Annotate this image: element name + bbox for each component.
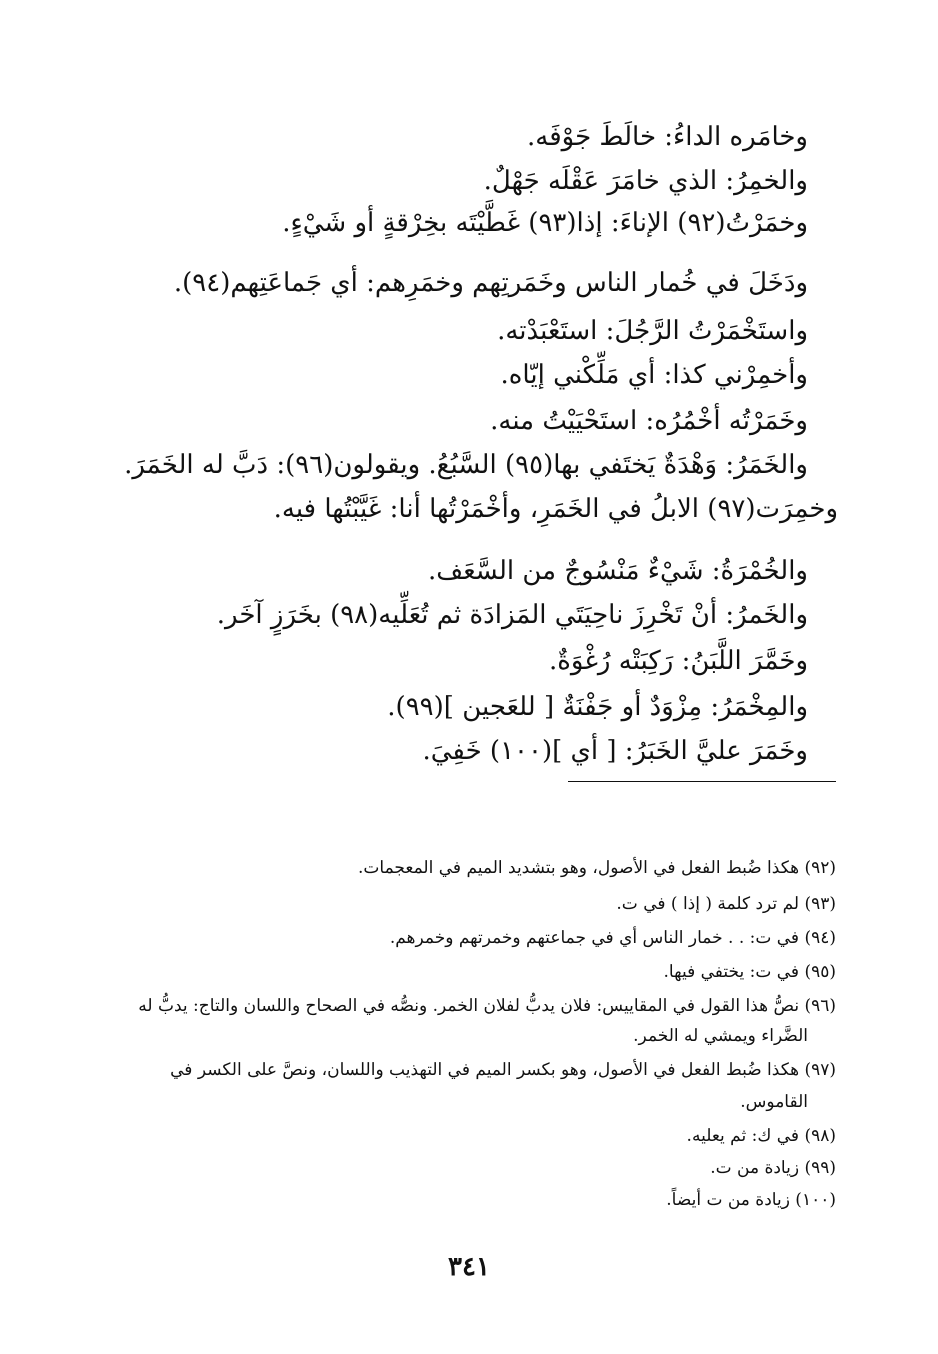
footnote: (٩٧) هكذا ضُبط الفعل في الأصول، وهو بكسر الميم في التهذيب واللسان، ونصَّ على الكسر في: [170, 1060, 836, 1080]
footnote: (١٠٠) زيادة من ت أيضاً.: [666, 1190, 836, 1210]
entry-line: وخَمَرَ عليَّ الخَبَرُ: [ أي ](١٠٠) خَفِيَ.: [422, 736, 808, 766]
entry-line: وخَمَرْتُه أخْمُرُه: استَحْيَيْتُ منه.: [490, 406, 808, 436]
entry-line: واستَخْمَرْتُ الرَّجُلَ: استَعْبَدْته.: [497, 316, 808, 346]
footnote: (٩٢) هكذا ضُبط الفعل في الأصول، وهو بتشديد الميم في المعجمات.: [358, 858, 836, 878]
entry-line: وخَمَّرَ اللَّبَنُ: رَكِبَتْه رُغْوَةٌ.: [549, 646, 808, 676]
entry-line: وخامَره الداءُ: خالَطَ جَوْفَه.: [527, 122, 808, 152]
entry-line: وخمِرَت(٩٧) الابلُ في الخَمَرِ، وأخْمَرْتُها أنا: غَيَّبْتُها فيه.: [273, 494, 838, 524]
footnote: (٩٩) زيادة من ت.: [710, 1158, 836, 1178]
footnote: (٩٣) لم ترد كلمة ( إذا ) في ت.: [616, 894, 836, 914]
footnote-separator: [568, 781, 836, 782]
entry-line: ودَخَلَ في خُمار الناس وخَمَرتِهم وخمَرِهم: أي جَماعَتِهم(٩٤).: [173, 268, 808, 298]
footnote: (٩٦) نصُّ هذا القول في المقاييس: فلان يدبُّ لفلان الخمر. ونصُّه في الصحاح واللسان والتاج: يدبُّ له: [138, 996, 836, 1016]
entry-line: وأخمِرْني كذا: أي مَلِّكْني إيّاه.: [500, 360, 808, 390]
entry-line: وخمَرْتُ(٩٢) الإناءَ: إذا(٩٣) غَطَّيْتَه بخِرْقةٍ أو شَيْءٍ.: [282, 208, 808, 238]
entry-line: والمِخْمَرُ: مِزْوَدٌ أو جَفْنَةٌ [ للعَجين ](٩٩).: [387, 692, 808, 722]
footnote-continuation: القاموس.: [740, 1092, 808, 1112]
page-number: ٣٤١: [448, 1252, 490, 1282]
entry-line: والخَمَرُ: وَهْدَةٌ يَختَفي بها(٩٥) السَّبُعُ. ويقولون(٩٦): دَبَّ له الخَمَرَ.: [124, 450, 808, 480]
footnote-continuation: الضَّراء ويمشي له الخمر.: [633, 1026, 808, 1046]
entry-line: والخَمرُ: أنْ تَخْرِزَ ناحِيَتَي المَزادَة ثم تُعَلِّيه(٩٨) بخَرَزٍ آخَر.: [216, 600, 808, 630]
entry-line: والخُمْرَةُ: شَيْءٌ مَنْسُوجٌ من السَّعَف.: [428, 556, 808, 586]
footnote: (٩٤) في ت: . . خمار الناس أي في جماعتهم وخمرتهم وخمرهم.: [389, 928, 836, 948]
entry-line: والخمِرُ: الذي خامَرَ عَقْلَه جَهْلٌ.: [483, 166, 808, 196]
footnote: (٩٨) في ك: ثم يعليه.: [686, 1126, 836, 1146]
footnote: (٩٥) في ت: يختفي فيها.: [663, 962, 836, 982]
